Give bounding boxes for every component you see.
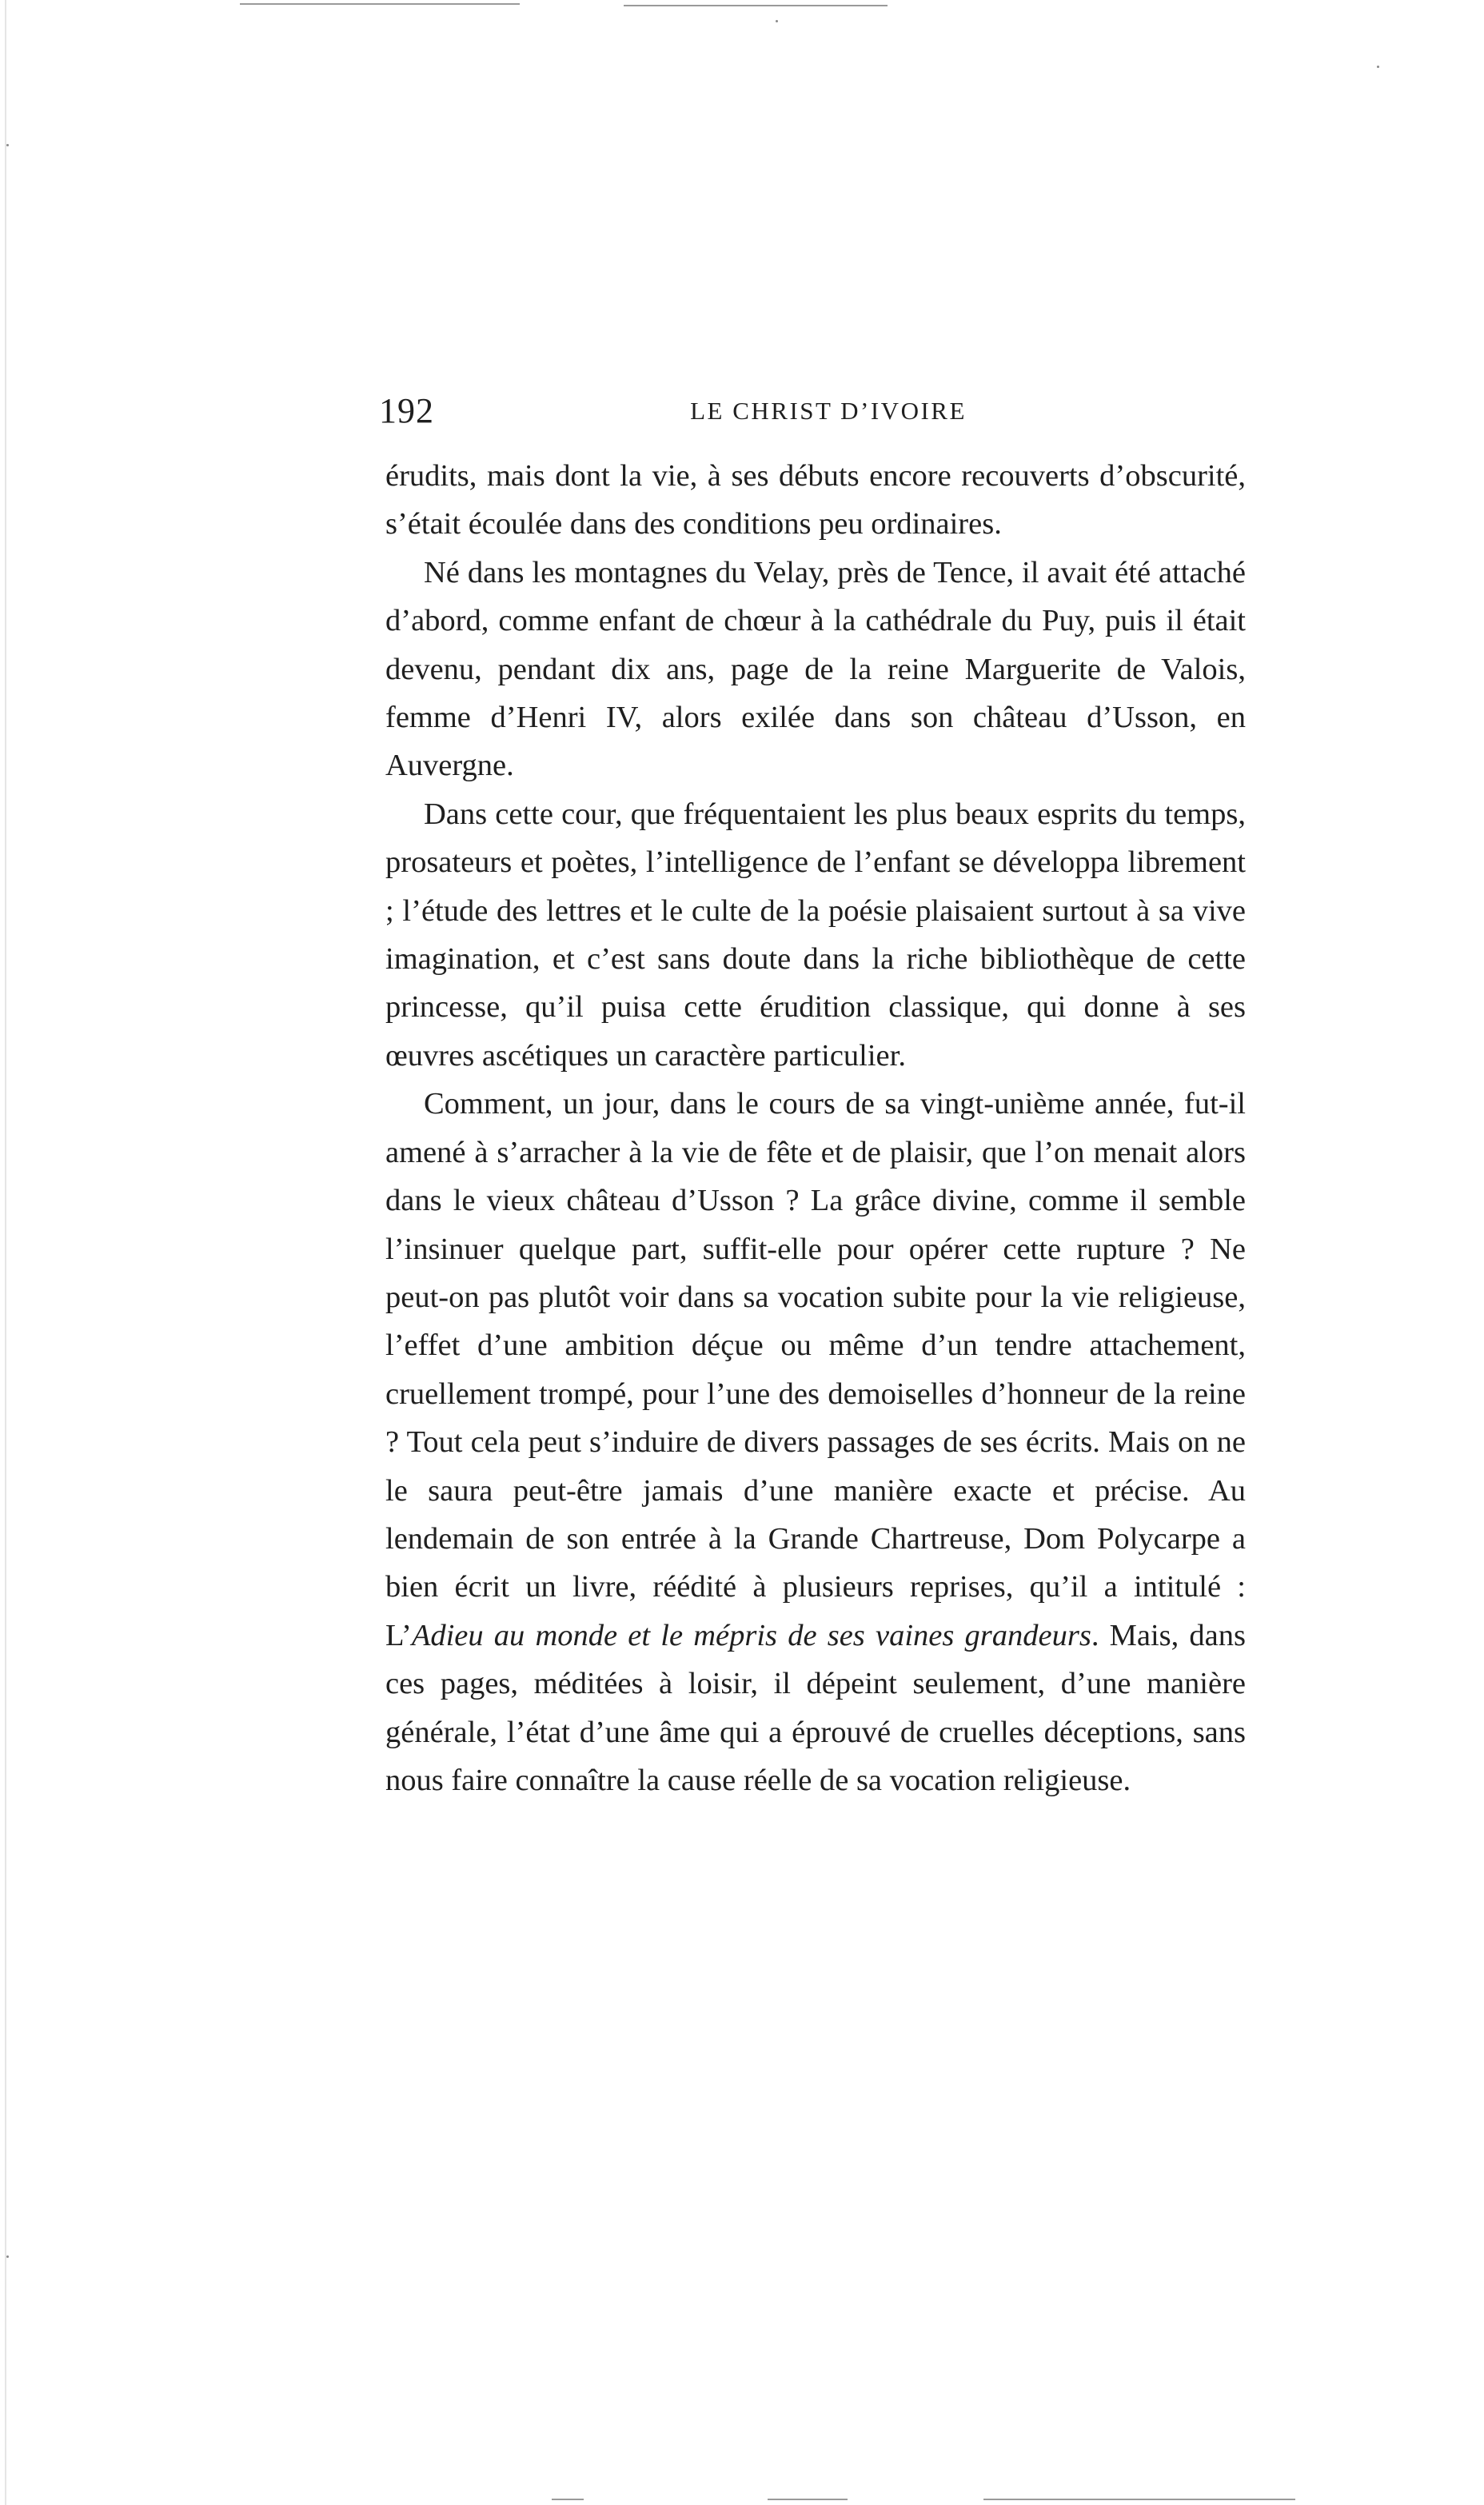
scan-speck xyxy=(6,144,9,146)
paragraph-text: Comment, un jour, dans le cours de sa vingt-unième année, fut-il amené à s’arracher à la vie de fête et de plaisir, que l’on menait alors dans le vieux château d’Usson ? La grâce divine, comme il semble l’insinuer quelque part, suffit-elle pour opérer cette rupture ? Ne peut-on pas plutôt voir dans sa vocation subite pour la vie religieuse, l’effet d’une ambition déçue ou même d’un tendre attachement, cruellement trompé, pour l’une des demoiselles d’honneur de la reine ? Tout cela peut s’induire de divers passages de ses écrits. Mais on ne le saura peut-être jamais d’une manière exacte et précise. Au lendemain de son entrée à la Grande Chartreuse, Dom Polycarpe a bien écrit un livre, réédité à plusieurs reprises, qu’il a intitulé : L’ xyxy=(385,1087,1246,1652)
running-head xyxy=(379,387,1246,435)
paragraph: Né dans les montagnes du Velay, près de Tence, il avait été attaché d’abord, comme enfant de chœur à la cathédrale du Puy, puis il était devenu, pendant dix ans, page de la reine Marguerite de Valois, femme d’Henri IV, alors exilée dans son château d’Usson, en Auvergne. xyxy=(385,555,1246,783)
body-text xyxy=(385,452,1246,1804)
scan-speck xyxy=(1377,66,1379,68)
paragraph xyxy=(385,1080,1246,1804)
page-number: 192 xyxy=(379,391,434,430)
scan-edge-top-left xyxy=(240,3,520,5)
running-title: LE CHRIST D’IVOIRE xyxy=(690,397,967,425)
scan-speck xyxy=(776,20,778,22)
scan-speck xyxy=(6,2255,9,2258)
scan-edge-top-right xyxy=(624,5,888,6)
paragraph-text: . Mais, dans ces pages, méditées à loisir, il dépeint seulement, d’une manière générale, l’état d’une âme qui a éprouvé de cruelles déceptions, sans nous faire connaître la cause réelle de sa vocation religieuse. xyxy=(385,1618,1246,1797)
scan-margin-left xyxy=(5,0,6,2505)
book-title: Adieu au monde et le mépris de ses vaines grandeurs xyxy=(411,1618,1091,1652)
scan-edge-bottom-middle xyxy=(768,2499,848,2500)
paragraph: Dans cette cour, que fréquentaient les plus beaux esprits du temps, prosateurs et poètes, l’intelligence de l’enfant se développa librement ; l’étude des lettres et le culte de la poésie plaisaient surtout à sa vive imagination, et c’est sans doute dans la riche bibliothèque de cette princesse, qu’il puisa cette érudition classique, qui donne à ses œuvres ascétiques un caractère particulier. xyxy=(385,797,1246,1073)
paragraph-continued: érudits, mais dont la vie, à ses débuts encore recouverts d’obscurité, s’était écoulée dans des conditions peu ordinaires. xyxy=(385,459,1246,541)
scan-edge-bottom-left xyxy=(552,2499,584,2500)
scan-edge-bottom-right xyxy=(983,2499,1295,2500)
